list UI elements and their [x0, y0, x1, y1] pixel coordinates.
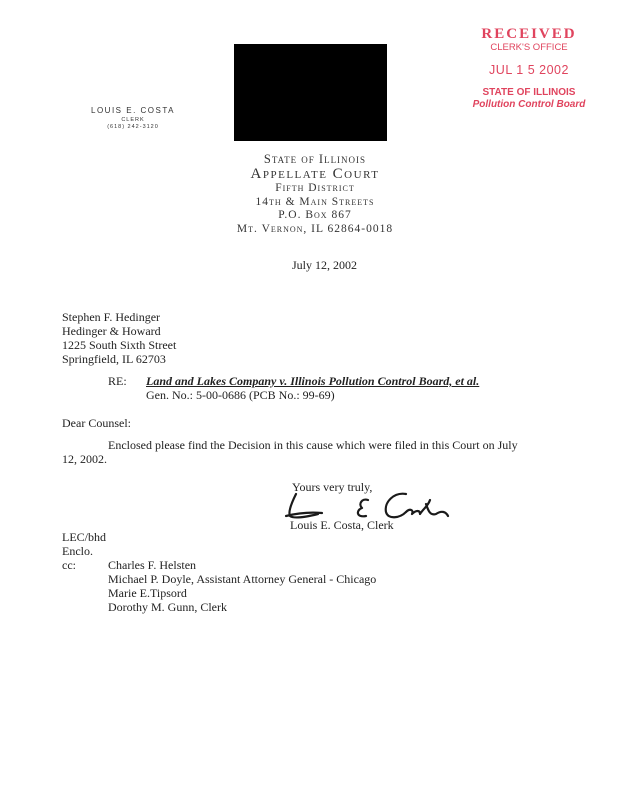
- cc-recipient: Michael P. Doyle, Assistant Attorney General - Chicago: [108, 572, 377, 586]
- recipient-name: Stephen F. Hedinger: [62, 310, 161, 324]
- enclosure-note: Enclo.: [62, 544, 93, 558]
- received-stamp: [462, 26, 596, 111]
- cc-recipient: Charles F. Helsten: [108, 558, 197, 572]
- stamp-date: JUL 1 5 2002: [489, 63, 569, 77]
- stamp-state: STATE OF ILLINOIS: [482, 87, 576, 98]
- clerk-letterhead: [88, 106, 178, 130]
- cc-label: cc:: [62, 558, 76, 572]
- recipient-street: 1225 South Sixth Street: [62, 338, 177, 352]
- stamp-office: CLERK'S OFFICE: [490, 42, 568, 53]
- re-case-title: Land and Lakes Company v. Illinois Pollution Control Board, et al.: [146, 374, 480, 388]
- redacted-seal: [234, 44, 387, 141]
- court-district: Fifth District: [275, 182, 355, 194]
- recipient-firm: Hedinger & Howard: [62, 324, 161, 338]
- stamp-received: RECEIVED: [481, 26, 577, 42]
- re-label: RE:: [108, 374, 127, 388]
- recipient-address: [62, 310, 176, 366]
- closing: Yours very truly,: [292, 480, 373, 494]
- recipient-city: Springfield, IL 62703: [62, 352, 166, 366]
- court-state: State of Illinois: [263, 152, 367, 166]
- initials: LEC/bhd: [62, 530, 106, 544]
- letter-date: July 12, 2002: [292, 258, 358, 272]
- clerk-phone: (618) 242-3120: [107, 124, 159, 130]
- court-box: P.O. Box 867: [278, 209, 352, 221]
- clerk-name: LOUIS E. COSTA: [91, 106, 175, 115]
- body-line-1: Enclosed please find the Decision in this cause which were filed in this Court on July: [108, 438, 518, 452]
- court-name: Appellate Court: [250, 166, 380, 182]
- cc-recipient: Marie E.Tipsord: [108, 586, 187, 600]
- cc-list: [108, 558, 376, 614]
- court-city: Mt. Vernon, IL 62864-0018: [236, 222, 394, 235]
- court-street: 14th & Main Streets: [255, 195, 375, 208]
- clerk-title: CLERK: [121, 117, 145, 123]
- cc-recipient: Dorothy M. Gunn, Clerk: [108, 600, 227, 614]
- re-gen-no: Gen. No.: 5-00-0686 (PCB No.: 99-69): [146, 388, 335, 402]
- salutation: Dear Counsel:: [62, 416, 131, 430]
- stamp-board: Pollution Control Board: [472, 99, 586, 110]
- court-letterhead: [150, 152, 480, 236]
- signer-name: Louis E. Costa, Clerk: [290, 518, 394, 532]
- body-line-2: 12, 2002.: [62, 452, 107, 466]
